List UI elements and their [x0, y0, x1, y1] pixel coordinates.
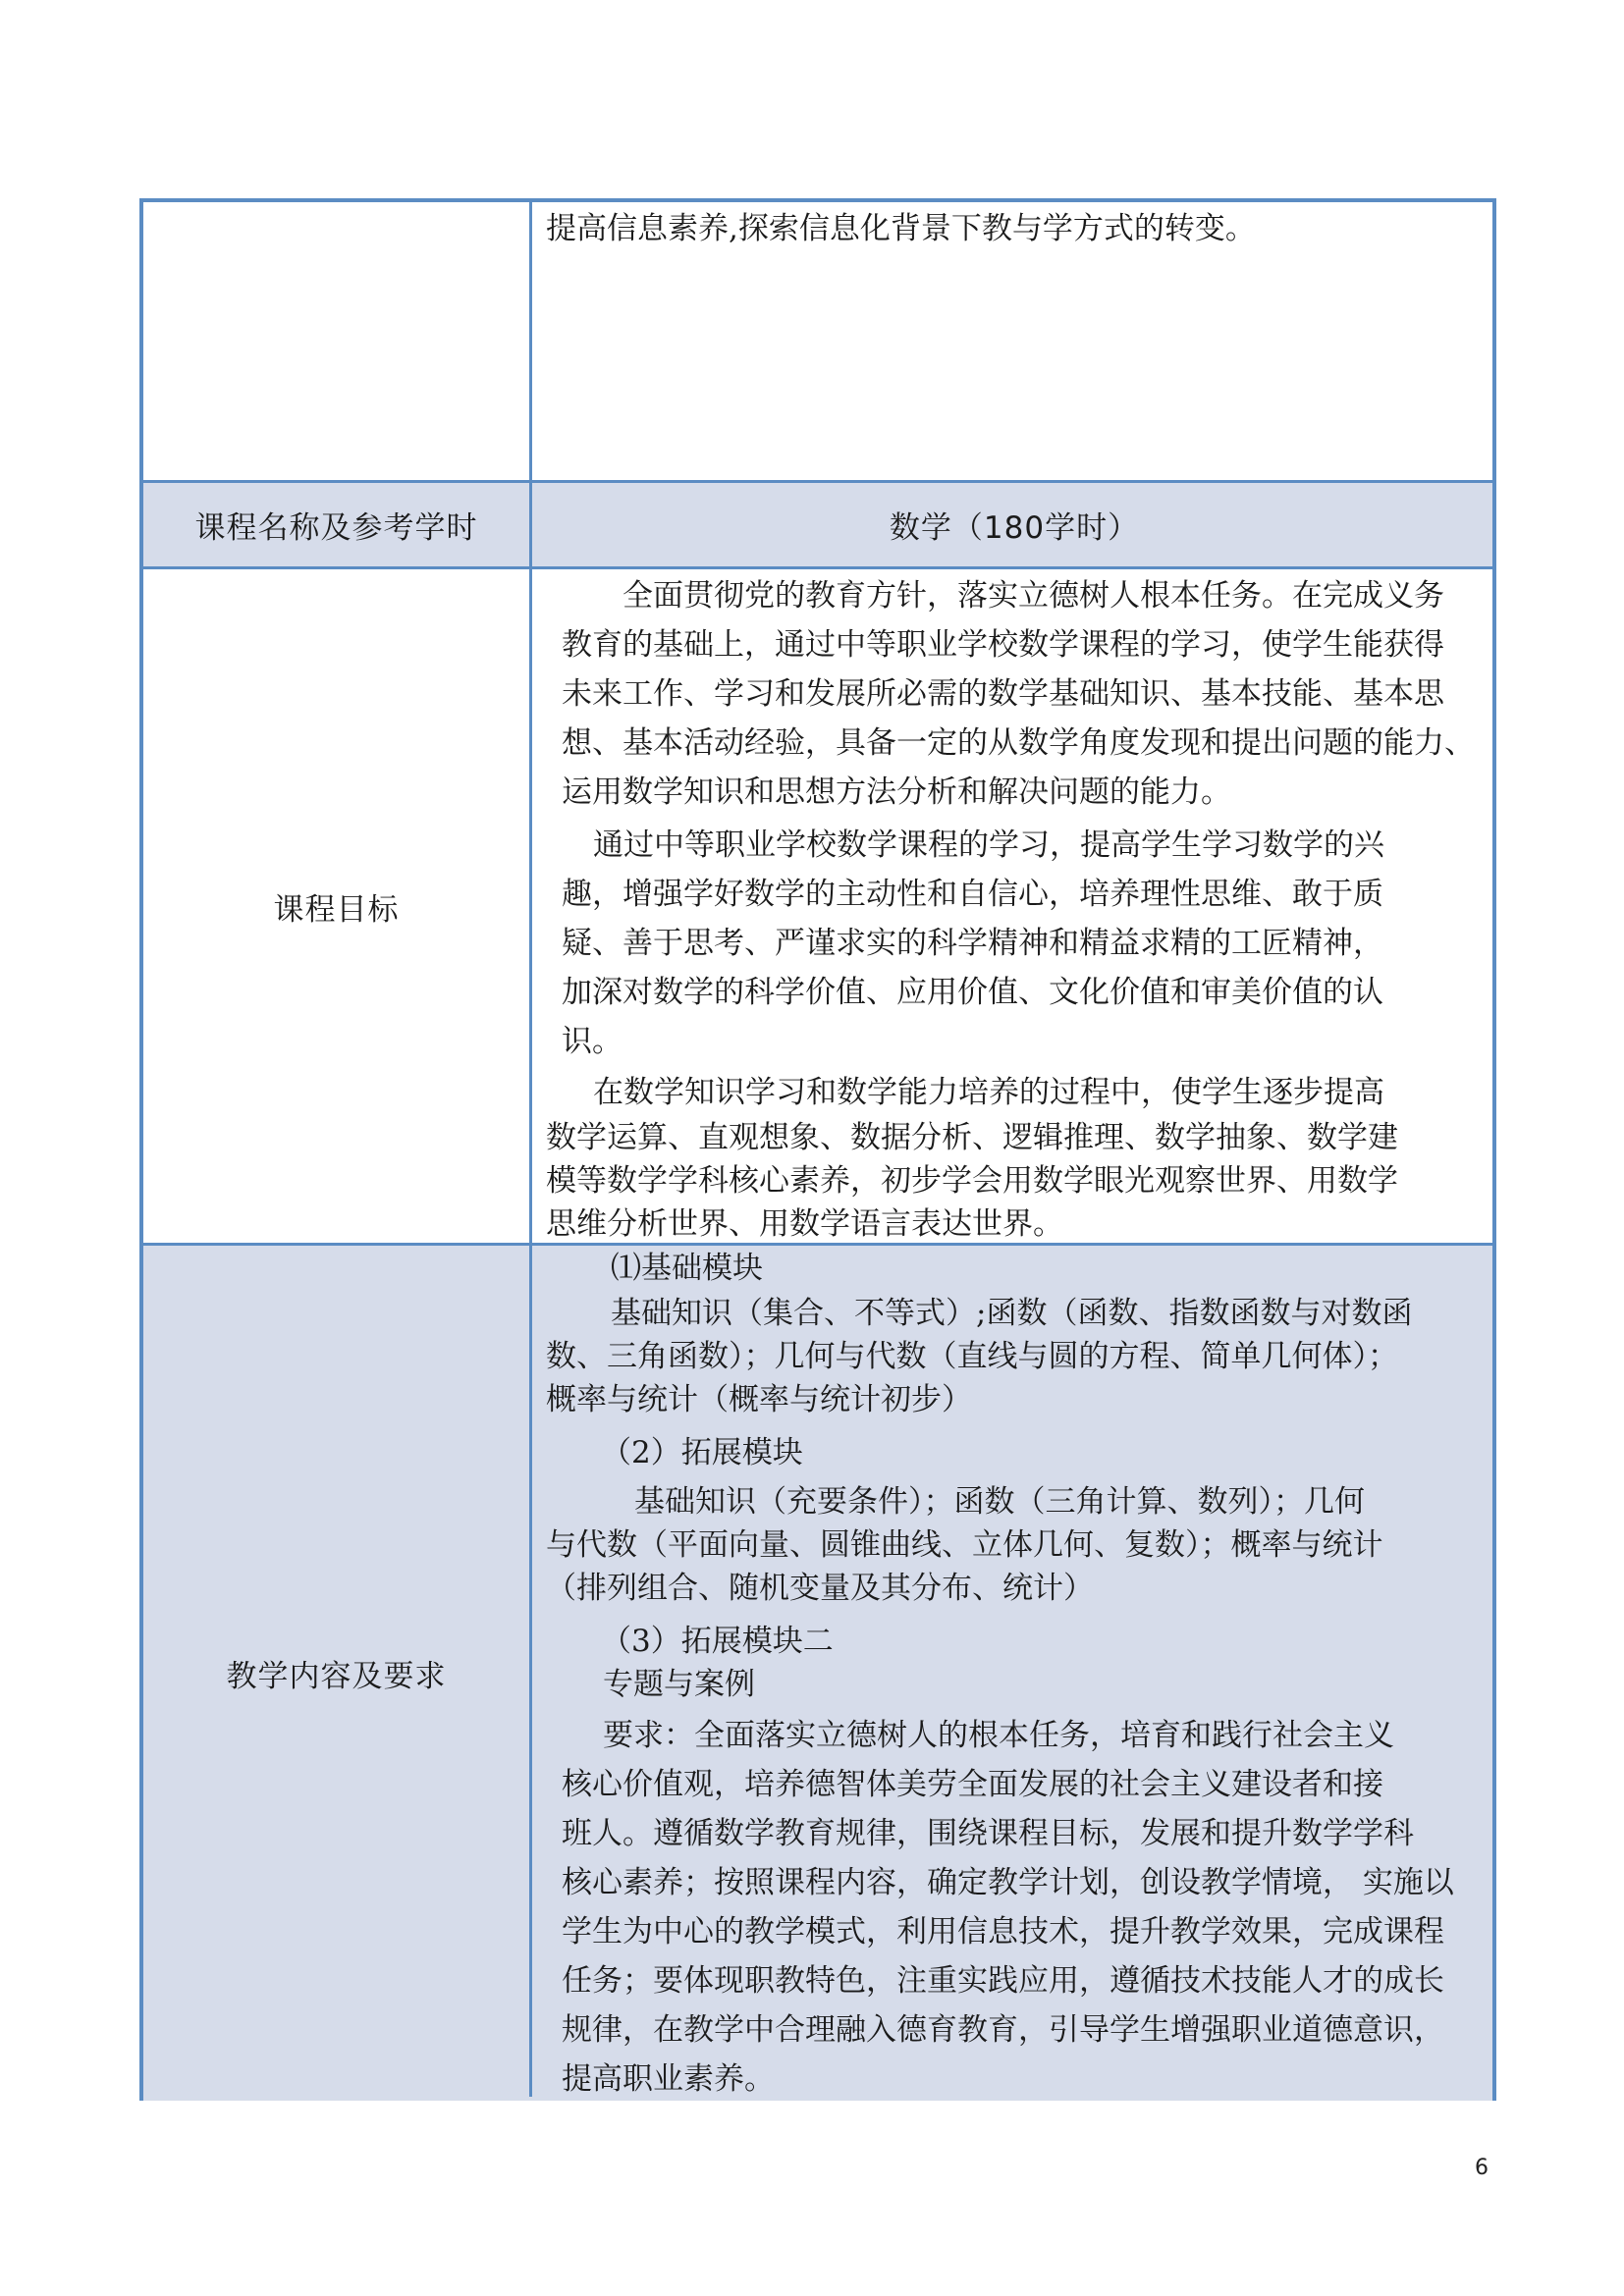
- teaching-content-label: 教学内容及要求: [226, 1659, 447, 1694]
- goal-line: 教育的基础上，通过中等职业学校数学课程的学习，使学生能获得: [562, 627, 1444, 663]
- page-number: 6: [1475, 2156, 1489, 2180]
- content-line: 规律，在教学中合理融入德育教育，引导学生增强职业道德意识，: [562, 2012, 1444, 2048]
- goal-line: 趣，增强学好数学的主动性和自信心，培养理性思维、敢于质: [562, 877, 1383, 912]
- goal-line: 模等数学学科核心素养，初步学会用数学眼光观察世界、用数学: [546, 1163, 1398, 1199]
- content-line: 要求：全面落实立德树人的根本任务，培育和践行社会主义: [603, 1718, 1394, 1753]
- goal-line: 通过中等职业学校数学课程的学习，提高学生学习数学的兴: [593, 828, 1384, 863]
- content-line: ⑴基础模块: [611, 1251, 763, 1286]
- course-name-label: 课程名称及参考学时: [194, 510, 478, 546]
- goal-line: 想、基本活动经验，具备一定的从数学角度发现和提出问题的能力、: [562, 725, 1475, 761]
- content-line: 核心价值观，培养德智体美劳全面发展的社会主义建设者和接: [562, 1767, 1383, 1802]
- goal-line: 疑、善于思考、严谨求实的科学精神和精益求精的工匠精神，: [562, 926, 1383, 961]
- content-line: （3）拓展模块二: [601, 1624, 834, 1659]
- goal-line: 数学运算、直观想象、数据分析、逻辑推理、数学抽象、数学建: [546, 1120, 1398, 1155]
- goal-line: 思维分析世界、用数学语言表达世界。: [546, 1206, 1063, 1242]
- goal-line: 加深对数学的科学价值、应用价值、文化价值和审美价值的认: [562, 975, 1383, 1010]
- content-line: （排列组合、随机变量及其分布、统计）: [546, 1571, 1094, 1606]
- content-line: （2）拓展模块: [601, 1435, 803, 1470]
- content-line: 与代数（平面向量、圆锥曲线、立体几何、复数）；概率与统计: [546, 1527, 1383, 1563]
- content-line: 专题与案例: [603, 1667, 755, 1702]
- content-line: 班人。遵循数学教育规律，围绕课程目标，发展和提升数学学科: [562, 1816, 1414, 1851]
- goal-line: 运用数学知识和思想方法分析和解决问题的能力。: [562, 774, 1231, 810]
- content-line: 核心素养；按照课程内容，确定教学计划，创设教学情境， 实施以: [562, 1865, 1454, 1900]
- content-line: 基础知识（集合、不等式）;函数（函数、指数函数与对数函: [611, 1296, 1413, 1331]
- goal-line: 在数学知识学习和数学能力培养的过程中，使学生逐步提高: [593, 1075, 1384, 1110]
- course-goal-content: [532, 569, 1496, 1243]
- goal-line: 全面贯彻党的教育方针，落实立德树人根本任务。在完成义务: [623, 578, 1444, 614]
- content-line: 数、三角函数）；几何与代数（直线与圆的方程、简单几何体）；: [546, 1339, 1398, 1374]
- course-goal-label: 课程目标: [273, 891, 400, 928]
- goal-line: 识。: [562, 1024, 623, 1059]
- content-line: 提高职业素养。: [562, 2061, 775, 2097]
- content-line: 学生为中心的教学模式，利用信息技术，提升教学效果，完成课程: [562, 1914, 1444, 1949]
- content-line: 任务；要体现职教特色，注重实践应用，遵循技术技能人才的成长: [562, 1963, 1444, 1999]
- content-line: 基础知识（充要条件）；函数（三角计算、数列）；几何: [634, 1484, 1365, 1520]
- teaching-content: [532, 1246, 1496, 2101]
- curriculum-table: [139, 198, 1496, 2101]
- course-name-value: 数学（180学时）: [889, 510, 1140, 546]
- content-line: 概率与统计（概率与统计初步）: [546, 1382, 972, 1417]
- goal-line: 未来工作、学习和发展所必需的数学基础知识、基本技能、基本思: [562, 676, 1444, 712]
- row1-content: 提高信息素养,探索信息化背景下教与学方式的转变。: [546, 211, 1256, 246]
